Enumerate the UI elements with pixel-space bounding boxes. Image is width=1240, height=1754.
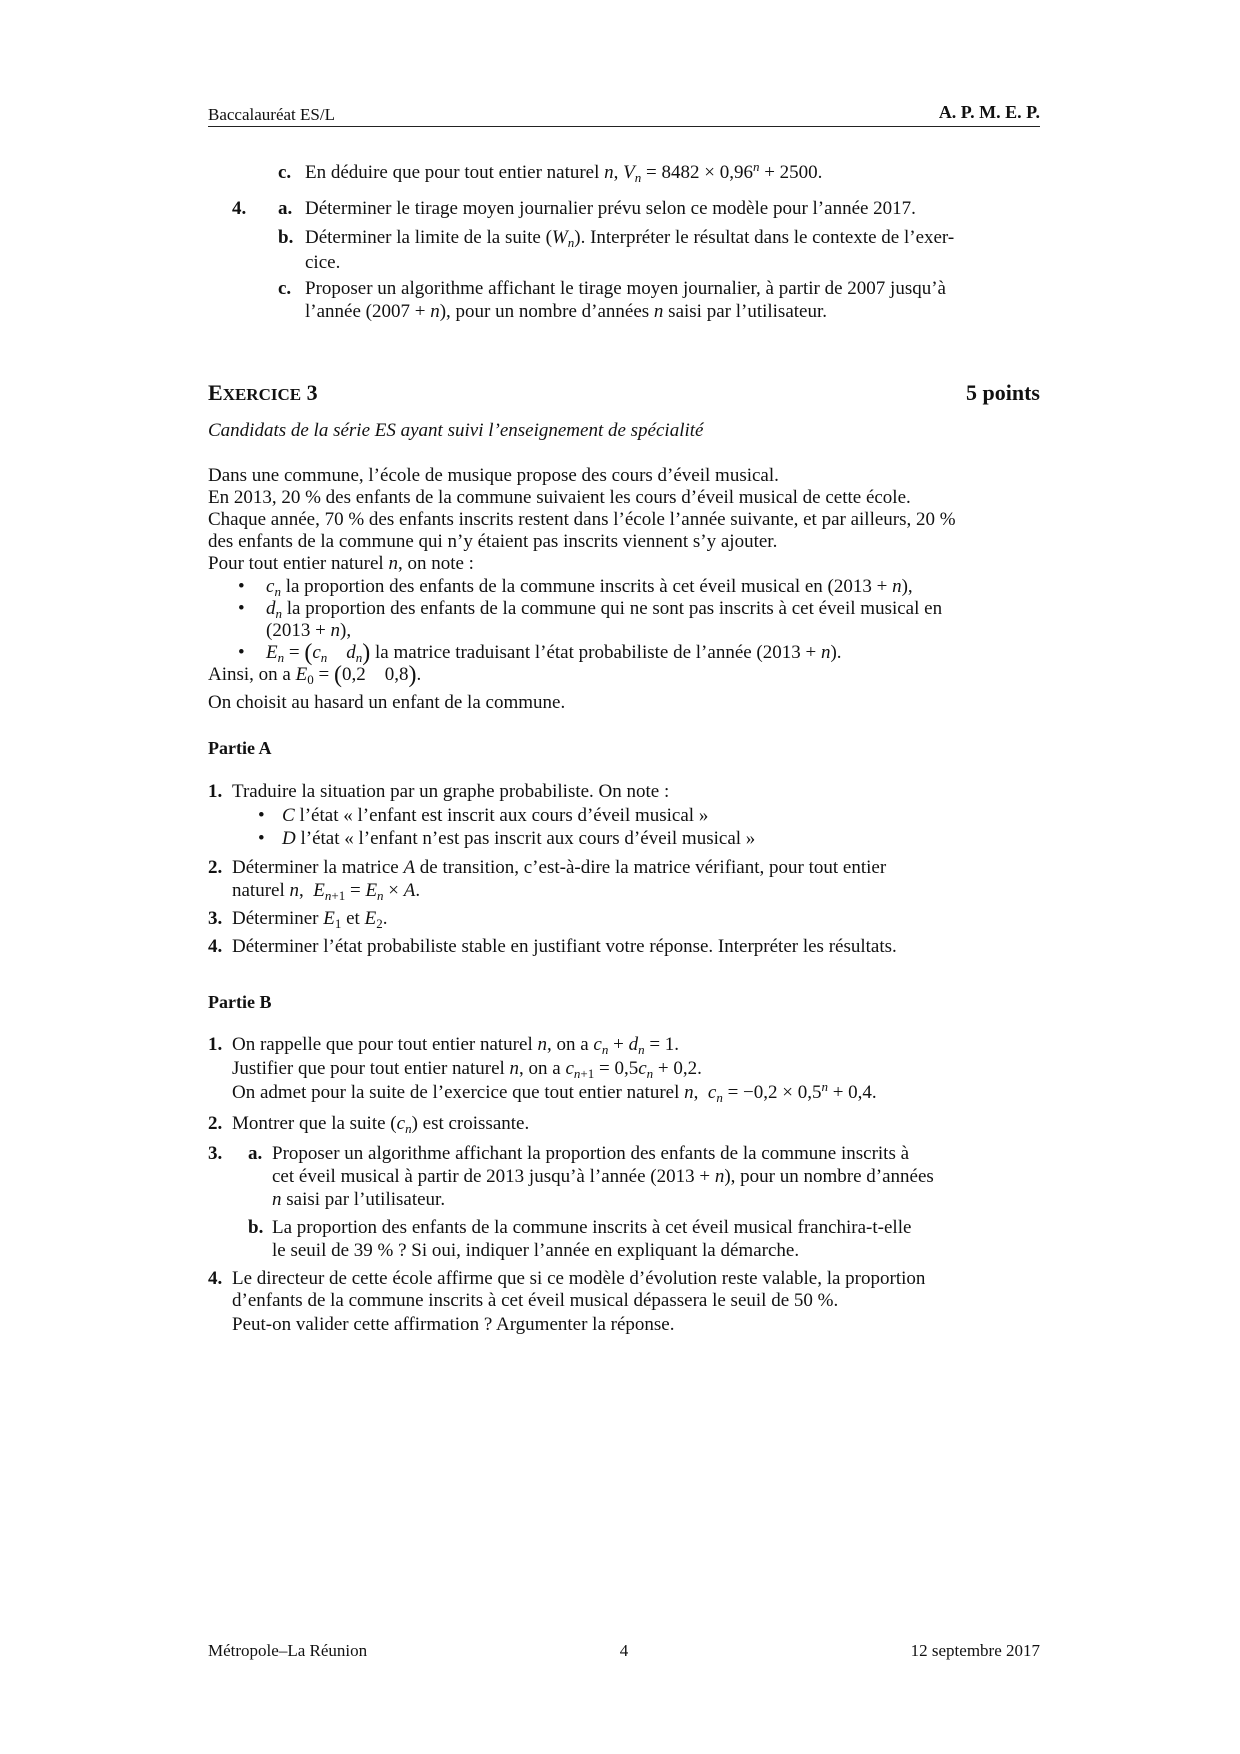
page-number: 4 [619, 1641, 629, 1660]
footer-left: Métropole–La Réunion [208, 1641, 368, 1660]
part-b-title: Partie B [208, 992, 272, 1012]
part-a-title: Partie A [208, 738, 272, 758]
exercise-subtitle: Candidats de la série ES ayant suivi l’enseignement de spécialité [208, 420, 704, 441]
footer-date: 12 septembre 2017 [910, 1641, 1040, 1660]
choose-child: On choisit au hasard un enfant de la commune. [208, 692, 566, 713]
ainsi-e0: Ainsi, on a $E_0 = (0,2$ 0,8). [208, 662, 422, 688]
intro-p3: Chaque année, 70 % des enfants inscrits restent dans l’école l’année suivante, et par ailleurs, 20 % [208, 509, 956, 530]
intro-p5: Pour tout entier naturel n, on note : [208, 553, 474, 574]
header-left: Baccalauréat ES/L [208, 105, 335, 124]
header-right: A. P. M. E. P. [938, 102, 1040, 122]
page-header [208, 100, 1040, 127]
exercise-points: 5 points [966, 380, 1040, 405]
intro-p2: En 2013, 20 % des enfants de la commune suivaient les cours d’éveil musical de cette école. [208, 487, 911, 508]
intro-p4: des enfants de la commune qui n’y étaient pas inscrits viennent s’y ajouter. [208, 531, 778, 552]
intro-p1: Dans une commune, l’école de musique propose des cours d’éveil musical. [208, 465, 779, 486]
exercise-title: EXERCICE 3 5 points [208, 380, 1040, 405]
